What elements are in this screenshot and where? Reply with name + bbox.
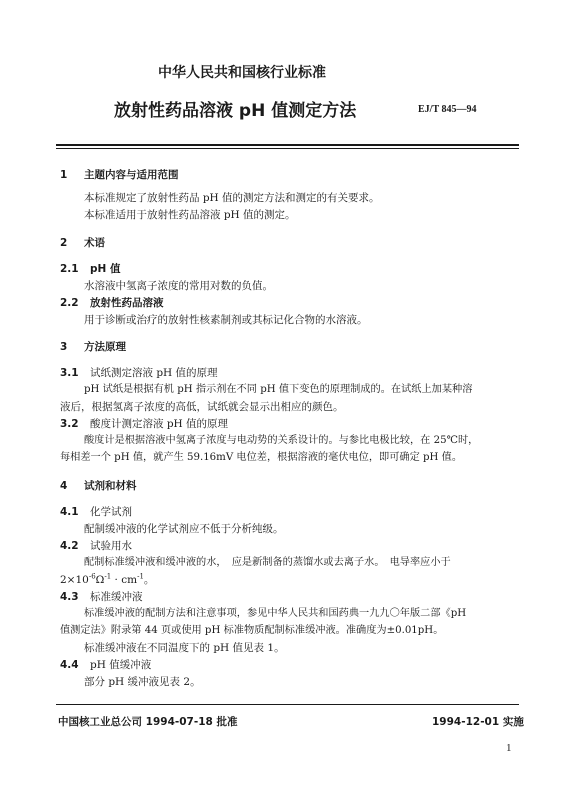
section-3-1-title: 试纸测定溶液 pH 值的原理 [90,367,218,379]
section-3-heading: 方法原理 [84,341,126,353]
section-1-paragraph-2: 本标准适用于放射性药品溶液 pH 值的测定。 [84,209,296,221]
standard-code: EJ/T 845—94 [418,104,477,115]
conductivity-exponent-3: -1 [137,572,144,581]
section-4-2-line-1: 配制标准缓冲液和缓冲液的水， 应是新制备的蒸馏水或去离子水。 电导率应小于 [84,557,451,568]
approval-line: 中国核工业总公司 1994-07-18 批准 [58,716,238,728]
conductivity-cm: · cm [111,574,138,586]
section-3-2-number: 3.2 [60,418,79,430]
header-rule-top [56,144,519,146]
section-3-2-title: 酸度计测定溶液 pH 值的原理 [90,418,229,430]
footer-rule [56,704,519,705]
section-4-1-title: 化学试剂 [90,506,132,518]
section-4-2-number: 4.2 [60,540,79,552]
section-4-3-title: 标准缓冲液 [90,591,143,603]
conductivity-value [60,573,154,587]
section-2-1-text: 水溶液中氢离子浓度的常用对数的负值。 [84,280,273,292]
section-3-1-line-2: 液后，根据氢离子浓度的高低，试纸就会显示出相应的颜色。 [60,401,344,413]
section-3-2-line-2: 每相差一个 pH 值，就产生 59.16mV 电位差，根据溶液的毫伏电位，即可确定 pH 值。 [60,452,463,463]
section-4-1-text: 配制缓冲液的化学试剂应不低于分析纯级。 [84,523,284,535]
section-4-4-title: pH 值缓冲液 [90,659,152,671]
implementation-line: 1994-12-01 实施 [432,716,524,728]
section-3-number: 3 [60,341,68,353]
document-title: 放射性药品溶液 pH 值测定方法 [114,101,357,121]
section-2-1-title: pH 值 [90,263,121,275]
section-4-3-number: 4.3 [60,591,79,603]
section-3-1-number: 3.1 [60,367,79,379]
section-4-3-line-1: 标准缓冲液的配制方法和注意事项，参见中华人民共和国药典一九九〇年版二部《pH [84,608,467,619]
section-4-4-number: 4.4 [60,659,79,671]
section-2-2-title: 放射性药品溶液 [90,297,164,309]
conductivity-exponent-1: -6 [88,572,96,581]
conductivity-coefficient: 2×10 [60,574,89,586]
section-1-paragraph-1: 本标准规定了放射性药品 pH 值的测定方法和测定的有关要求。 [84,192,380,204]
header-rule-bottom [56,148,519,149]
section-3-2-line-1: 酸度计是根据溶液中氢离子浓度与电动势的关系设计的。与参比电极比较，在 25℃时， [84,435,479,446]
page-number: 1 [506,742,512,754]
conductivity-exponent-2: -1 [104,572,112,581]
conductivity-end: 。 [143,574,155,586]
section-2-number: 2 [60,237,68,249]
section-4-2-title: 试验用水 [90,540,132,552]
section-1-heading: 主题内容与适用范围 [84,169,179,181]
section-2-2-text: 用于诊断或治疗的放射性核素制剂或其标记化合物的水溶液。 [84,314,368,326]
section-4-3-line-3: 标准缓冲液在不同温度下的 pH 值见表 1。 [84,642,285,654]
section-4-1-number: 4.1 [60,506,79,518]
section-3-1-line-1: pH 试纸是根据有机 pH 指示剂在不同 pH 值下变色的原理制成的。在试纸上加某种溶 [84,384,473,395]
conductivity-ohm: Ω [95,574,105,586]
section-2-1-number: 2.1 [60,263,79,275]
section-4-heading: 试剂和材料 [84,480,137,492]
section-4-number: 4 [60,480,68,492]
section-4-3-line-2: 值测定法》附录第 44 页或使用 pH 标准物质配制标准缓冲液。准确度为±0.01pH。 [60,625,444,636]
section-4-4-text: 部分 pH 缓冲液见表 2。 [84,676,201,688]
section-1-number: 1 [60,169,68,181]
issuing-organization: 中华人民共和国核行业标准 [158,65,326,81]
section-2-2-number: 2.2 [60,297,79,309]
section-2-heading: 术语 [84,237,105,249]
